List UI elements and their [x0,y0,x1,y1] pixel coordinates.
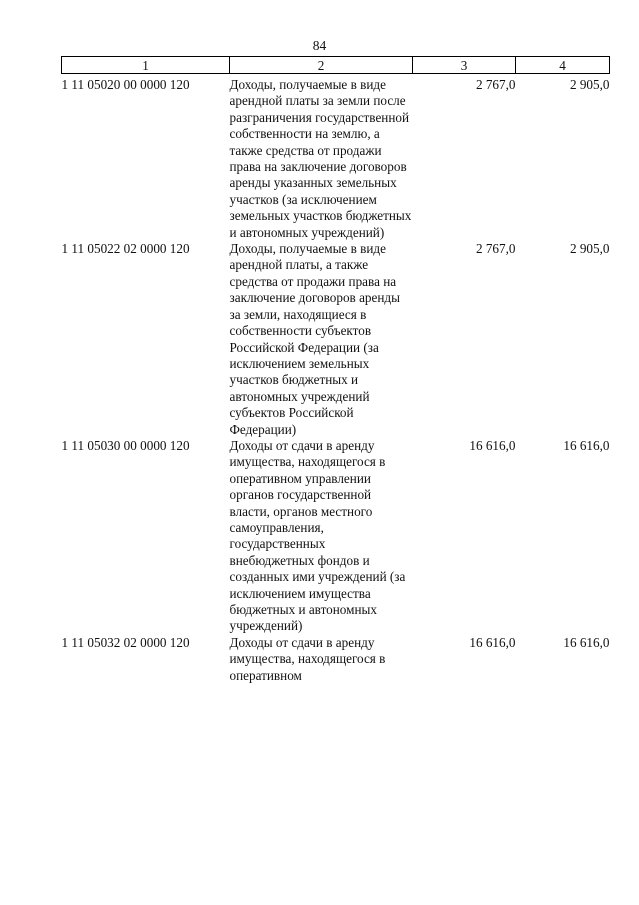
revenue-description: Доходы, получаемые в виде арендной платы за земли после разграничения государственной собственности на землю, а также средства от продажи права на заключение договоров аренды указанных земельных участков (за исключением земельных участков бюджетных и автономных учреждений) [229,77,412,240]
value-column-4: 16 616,0 [563,634,610,650]
column-header-4: 4 [516,57,610,74]
column-header-3: 3 [413,57,516,74]
value-column-4: 2 905,0 [569,241,610,257]
budget-code: 1 11 05022 02 0000 120 [61,241,190,257]
budget-code: 1 11 05030 00 0000 120 [61,437,190,453]
value-column-4: 2 905,0 [569,77,610,92]
table-row [62,241,610,438]
value-column-3: 16 616,0 [469,437,516,453]
table-row [62,635,610,684]
column-header-1: 1 [62,57,230,74]
value-column-3: 16 616,0 [469,634,516,650]
budget-revenue-table [61,56,610,684]
column-header-2: 2 [230,57,413,74]
value-column-3: 2 767,0 [475,241,516,257]
budget-code: 1 11 05020 00 0000 120 [61,77,190,92]
table-row [62,438,610,635]
revenue-description: Доходы, получаемые в виде арендной платы, а также средства от продажи права на заключение договоров аренды за земли, находящиеся в собственности субъектов Российской Федерации (за исключением земельных участков бюджетных и автономных учреждений субъектов Российской Федерации) [229,241,400,437]
value-column-3: 2 767,0 [475,77,516,92]
value-column-4: 16 616,0 [563,437,610,453]
revenue-description: Доходы от сдачи в аренду имущества, находящегося в оперативном [229,634,386,683]
column-number-header-row [62,57,610,74]
page-number: 84 [312,38,327,53]
budget-code: 1 11 05032 02 0000 120 [61,634,190,650]
revenue-description: Доходы от сдачи в аренду имущества, находящегося в оперативном управлении органов государственной власти, органов местного самоуправления, государственных внебюджетных фондов и созданных ими учреждений (за исключением имущества бюджетных и автономных учреждений) [229,437,406,634]
table-row [62,74,610,242]
